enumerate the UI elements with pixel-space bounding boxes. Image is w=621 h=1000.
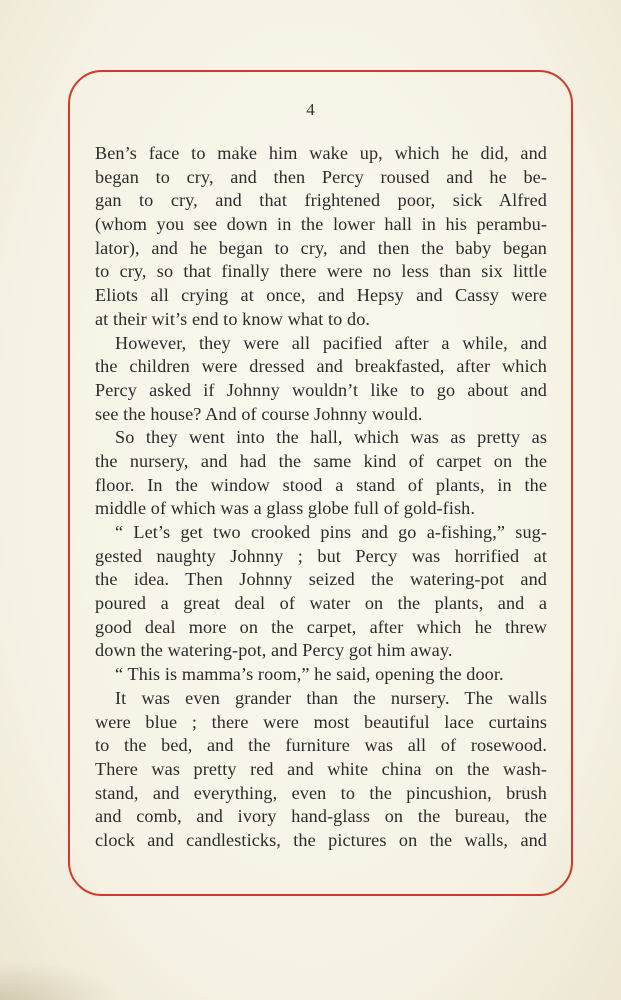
text-line: lator), and he began to cry, and then the baby began <box>95 237 547 258</box>
text-line: to cry, so that finally there were no less than six little <box>95 261 547 282</box>
text-line: began to cry, and then Percy roused and he be- <box>95 166 547 187</box>
text-line: However, they were all pacified after a while, and <box>115 332 547 353</box>
text-line: Eliots all crying at once, and Hepsy and Cassy were <box>95 285 547 306</box>
text-line: good deal more on the carpet, after which he threw <box>95 616 547 637</box>
text-line: So they went into the hall, which was as pretty as <box>115 427 547 448</box>
page-number: 4 <box>306 100 315 119</box>
text-line: Percy asked if Johnny wouldn’t like to go about and <box>95 379 547 400</box>
text-line: the children were dressed and breakfasted, after which <box>95 356 547 377</box>
text-line: were blue ; there were most beautiful lace curtains <box>95 711 547 732</box>
text-line: (whom you see down in the lower hall in his perambu- <box>95 214 547 235</box>
text-line: stand, and everything, even to the pincushion, brush <box>95 782 547 803</box>
text-line: middle of which was a glass globe full of gold-fish. <box>95 498 475 519</box>
text-line: Ben’s face to make him wake up, which he did, and <box>95 143 547 163</box>
body-text <box>95 142 547 853</box>
text-line: see the house? And of course Johnny would. <box>95 403 423 424</box>
text-line: down the watering-pot, and Percy got him away. <box>95 640 453 661</box>
text-line: to the bed, and the furniture was all of rosewood. <box>95 735 547 756</box>
text-line: poured a great deal of water on the plants, and a <box>95 593 547 614</box>
text-line: There was pretty red and white china on the wash- <box>95 758 547 779</box>
text-line: the idea. Then Johnny seized the watering-pot and <box>95 569 547 590</box>
text-line: clock and candlesticks, the pictures on the walls, and <box>95 829 547 850</box>
text-line: gan to cry, and that frightened poor, sick Alfred <box>95 190 547 211</box>
text-line: floor. In the window stood a stand of plants, in the <box>95 474 547 495</box>
text-line: the nursery, and had the same kind of carpet on the <box>95 450 547 471</box>
text-line: It was even grander than the nursery. The walls <box>115 687 547 708</box>
paper-stain <box>0 960 120 1000</box>
text-line: at their wit’s end to know what to do. <box>95 308 371 329</box>
text-line: “ Let’s get two crooked pins and go a-fishing,” sug- <box>115 522 547 542</box>
text-line: gested naughty Johnny ; but Percy was horrified at <box>95 545 547 566</box>
text-line: “ This is mamma’s room,” he said, opening the door. <box>115 664 504 685</box>
text-line: and comb, and ivory hand-glass on the bureau, the <box>95 806 547 827</box>
